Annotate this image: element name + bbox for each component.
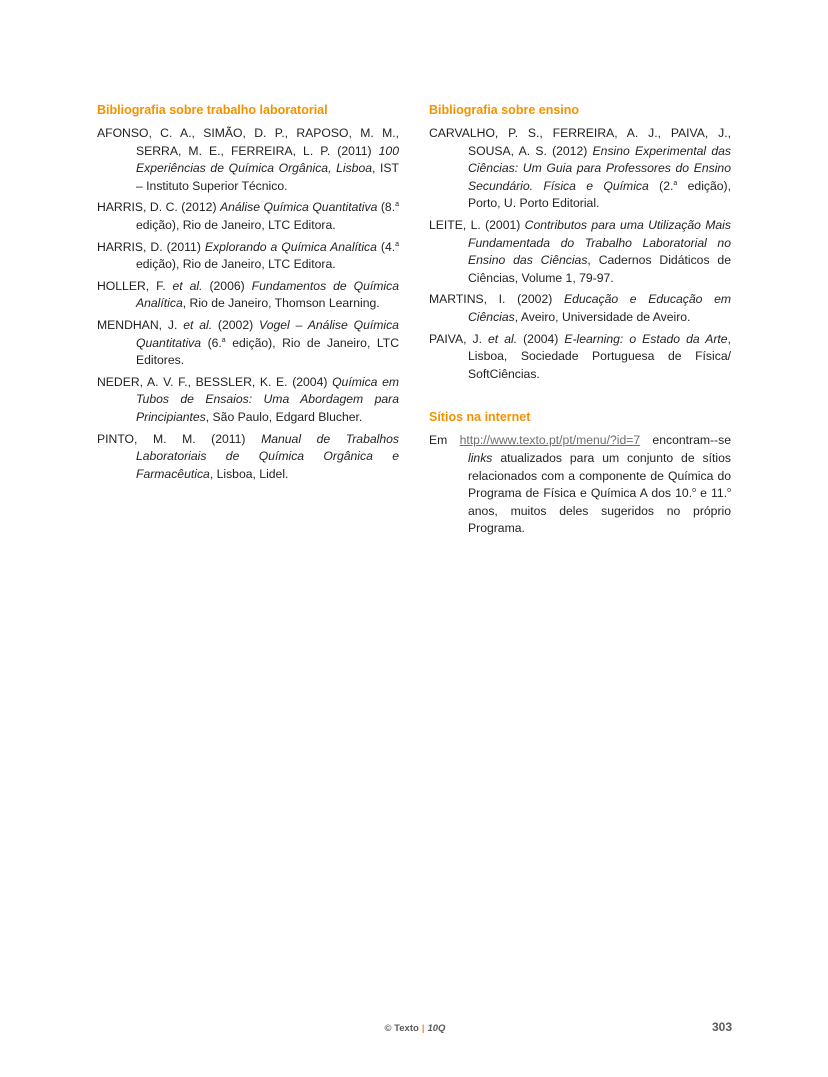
ordinal-indicator: o [727, 487, 731, 495]
reference-publisher: , Rio de Janeiro, Thomson Learning. [182, 296, 380, 311]
reference-publisher: , São Paulo, Edgard Blucher. [205, 409, 363, 424]
reference-authors: HARRIS, D. C. (2012) [97, 200, 220, 215]
reference-authors: PAIVA, J. [429, 331, 489, 346]
reference-title: Análise Química Quantitativa [220, 200, 378, 215]
texto-website-link[interactable]: http://www.texto.pt/pt/menu/?id=7 [459, 433, 641, 448]
book-code: 10Q [427, 1023, 446, 1034]
reference-pinto [97, 431, 399, 484]
et-al: et al. [488, 331, 518, 346]
right-column [429, 102, 731, 542]
reference-publisher: edição), Rio de Janeiro, LTC Editora. [136, 257, 336, 272]
reference-neder [97, 374, 399, 427]
internet-text: encontram--se [640, 433, 731, 448]
edition-ordinal: a [673, 179, 678, 187]
reference-publisher: edição), Rio de Janeiro, LTC Editora. [136, 217, 336, 232]
publisher-credit: © Texto [384, 1023, 419, 1034]
reference-authors: HARRIS, D. (2011) [97, 239, 205, 254]
reference-title: Manual de Trabalhos Laboratoriais de Química Orgânica e Farmacêutica [136, 431, 400, 481]
reference-publisher: , Cadernos Didáticos de Ciências, Volume 1, 79-97. [468, 253, 731, 285]
internet-text: e 11. [695, 486, 728, 501]
reference-authors: PINTO, M. M. (2011) [97, 431, 262, 446]
reference-edition: (4. [376, 239, 396, 254]
internet-text: anos, muitos deles sugeridos no próprio Programa. [468, 503, 731, 536]
page-number: 303 [711, 1020, 732, 1034]
reference-edition: (2. [648, 178, 674, 193]
left-column [97, 102, 399, 487]
reference-publisher: , Aveiro, Universidade de Aveiro. [514, 309, 691, 324]
reference-publisher: edição), Rio de Janeiro, LTC Editores. [136, 335, 399, 368]
heading-teaching-bibliography: Bibliografia sobre ensino [429, 103, 580, 117]
et-al: et al. [183, 317, 213, 332]
reference-afonso [97, 125, 399, 195]
footer-credit [330, 1023, 500, 1034]
reference-title: 100 Experiências de Química Orgânica, Lisboa [136, 143, 399, 176]
reference-publisher: , Lisboa, Lidel. [209, 466, 289, 481]
et-al: et al. [172, 278, 203, 293]
edition-ordinal: a [395, 201, 399, 209]
reference-authors: MARTINS, I. (2002) [429, 292, 564, 307]
reference-title: Explorando a Química Analítica [204, 239, 377, 254]
links-word: links [468, 450, 493, 465]
reference-publisher: , IST – Instituto Superior Técnico. [136, 161, 399, 193]
reference-martins [429, 291, 731, 326]
reference-year: (2006) [202, 278, 252, 293]
section-spacer [429, 387, 731, 409]
heading-lab-bibliography: Bibliografia sobre trabalho laboratorial [97, 103, 328, 117]
reference-year: (2002) [212, 317, 260, 332]
reference-title: Educação e Educação em Ciências [468, 292, 732, 324]
reference-authors: LEITE, L. (2001) [429, 217, 525, 232]
reference-title: Ensino Experimental das Ciências: Um Guia para Professores do Ensino Secundário. Física e Química [468, 143, 732, 193]
reference-title: Química em Tubos de Ensaios: Uma Abordagem para Principiantes [136, 374, 399, 424]
reference-title: Fundamentos de Química Analítica [136, 278, 399, 311]
reference-title: E-learning: o Estado da Arte [564, 331, 728, 346]
internet-paragraph [429, 432, 731, 538]
reference-year: (2004) [517, 331, 565, 346]
reference-title: Vogel – Análise Química Quantitativa [136, 317, 399, 350]
reference-edition: (8. [377, 200, 396, 215]
reference-harris-2012 [97, 199, 399, 234]
reference-authors: NEDER, A. V. F., BESSLER, K. E. (2004) [97, 374, 333, 389]
edition-ordinal: a [221, 336, 226, 344]
reference-leite [429, 217, 731, 287]
reference-harris-2011 [97, 239, 399, 274]
reference-authors: CARVALHO, P. S., FERREIRA, A. J., PAIVA, J., SOUSA, A. S. (2012) [429, 126, 731, 158]
edition-ordinal: a [395, 240, 400, 248]
reference-authors: MENDHAN, J. [97, 317, 184, 332]
reference-mendhan [97, 317, 399, 370]
reference-carvalho [429, 125, 731, 213]
reference-publisher: edição), Porto, U. Porto Editorial. [468, 178, 731, 211]
footer-separator: | [421, 1023, 425, 1034]
reference-title: Contributos para uma Utilização Mais Fundamentada do Trabalho Laboratorial no Ensino das Ciências [468, 217, 731, 268]
heading-internet-sites: Sítios na internet [429, 410, 531, 425]
internet-text: atualizados para um conjunto de sítios relacionados com a componente de Química do Programa de Física e Química A dos 10. [468, 450, 731, 501]
reference-authors: AFONSO, C. A., SIMÃO, D. P., RAPOSO, M. M., SERRA, M. E., FERREIRA, L. P. (2011) [97, 126, 399, 158]
internet-intro: Em [429, 433, 460, 448]
reference-publisher: , Lisboa, Sociedade Portuguesa de Física/ SoftCiências. [468, 331, 731, 381]
reference-paiva [429, 331, 731, 384]
reference-edition: (6. [201, 335, 222, 350]
reference-holler [97, 278, 399, 313]
reference-authors: HOLLER, F. [97, 278, 173, 293]
ordinal-indicator: o [692, 487, 696, 495]
